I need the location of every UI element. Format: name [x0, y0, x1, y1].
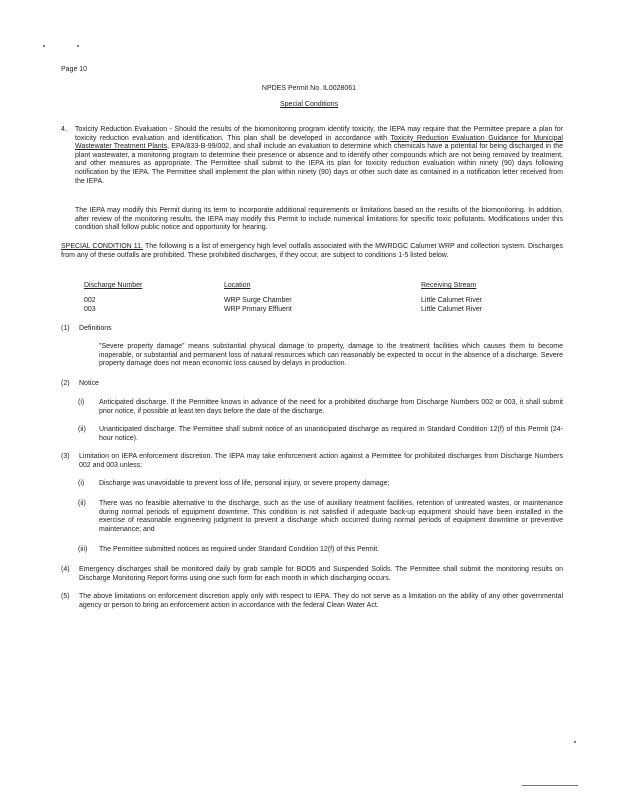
condition-3-item-number: (iii) [78, 546, 88, 553]
condition-2-number: (2) [61, 380, 70, 387]
scan-mark [522, 785, 578, 786]
condition-3-text: Limitation on IEPA enforcement discretion. The IEPA may take enforcement action against a Permittee for prohibited discharges from Discharge Numbers 002 and 003 unless: [79, 453, 563, 469]
table-cell-location: WRP Surge Chamber [224, 297, 292, 304]
col-header-location: Location [224, 282, 251, 289]
table-cell-location: WRP Primary Effluent [224, 306, 292, 313]
special-condition-11-paragraph [61, 243, 563, 260]
condition-5-number: (5) [61, 593, 70, 600]
table-cell-discharge: 002 [84, 297, 96, 304]
condition-2-item-number: (ii) [78, 426, 86, 433]
item-4-guidance-title: Toxicity Reduction Evaluation Guidance for Municipal Wastewater Treatment Plants [75, 134, 563, 151]
condition-2-heading: Notice [79, 380, 99, 387]
condition-3-item-text: The Permittee submitted notices as required under Standard Condition 12(f) of this Permit. [99, 546, 380, 553]
condition-3-number: (3) [61, 453, 70, 460]
special-condition-11-label: SPECIAL CONDITION 11. [61, 243, 144, 250]
item-4-text-b: , EPA/833-B-99/002, and shall include an evaluation to determine which chemicals have a potential for being discharged in the plant wastewater, a monitoring program to determine their presence or absence and to identify other compounds which are not being removed by treatment, and other measures as appropriate. The Permittee shall submit to the IEPA its plan for toxicity reduction evaluation within ninety (90) days following notification by the IEPA. The Permittee shall implement the plan within ninety (90) days or other such date as contained in a notification letter received from the IEPA. [75, 143, 563, 185]
table-cell-discharge: 003 [84, 306, 96, 313]
condition-2-item-number: (i) [78, 399, 85, 406]
condition-1-text: "Severe property damage" means substantial physical damage to property, damage to the treatment facilities which causes them to become inoperable, or substantial and permanent loss of natural resources which can reasonably be expected to occur in the absence of a discharge. Severe property damage does not mean economic loss caused by delays in production. [99, 343, 563, 368]
condition-1-heading: Definitions [79, 325, 112, 332]
col-header-discharge-number: Discharge Number [84, 282, 143, 289]
condition-5-text: The above limitations on enforcement discretion apply only with respect to IEPA. They do not serve as a limitation on the ability of any other governmental agency or person to bring an enforcement action in accordance with the federal Clean Water Act. [79, 593, 563, 609]
condition-4-text: Emergency discharges shall be monitored daily by grab sample for BOD5 and Suspended Solids. The Permittee shall submit the monitoring results on Discharge Monitoring Report forms using one such form for each month in which discharging occurs. [79, 566, 563, 582]
item-4-number: 4. [61, 126, 67, 133]
scan-speck [77, 45, 79, 47]
table-cell-stream: Little Calumet River [421, 306, 483, 313]
page-label: Page 10 [61, 66, 88, 73]
condition-2-item-text: Anticipated discharge. If the Permittee knows in advance of the need for a prohibited discharge from Discharge Numbers 002 or 003, it shall submit prior notice, if possible at least ten days before the date of the discharge. [99, 399, 563, 415]
condition-4-number: (4) [61, 566, 70, 573]
condition-1-number: (1) [61, 325, 70, 332]
scan-speck [574, 741, 576, 743]
condition-3-item-number: (i) [78, 480, 85, 487]
scan-speck [43, 45, 45, 47]
permit-title: NPDES Permit No. IL0028061 [261, 85, 357, 92]
condition-3-item-text: Discharge was unavoidable to prevent loss of life, personal injury, or severe property damage; [99, 480, 390, 487]
condition-3-item-text: There was no feasible alternative to the discharge, such as the use of auxiliary treatment facilities, retention of untreated wastes, or maintenance during normal periods of equipment downtime. This condition is not satisfied if adequate back-up equipment should have been installed in the exercise of reasonable engineering judgment to prevent a discharge which occurred during normal periods of equipment downtime or preventive maintenance; and [99, 500, 563, 533]
condition-2-item-text: Unanticipated discharge. The Permittee shall submit notice of an unanticipated discharge as required in Standard Condition 12(f) of this Permit (24-hour notice). [99, 426, 563, 442]
condition-3-item-number: (ii) [78, 500, 86, 507]
iepa-modify-paragraph: The IEPA may modify this Permit during its term to incorporate additional requirements or limitations based on the results of the biomonitoring. In addition, after review of the monitoring results, the IEPA may modify this Permit to include numerical limitations for specific toxic pollutants. Modifications under this condition shall follow public notice and opportunity for hearing. [75, 207, 563, 232]
special-condition-11-text: The following is a list of emergency high level outfalls associated with the MWRDGC Calumet WRP and collection system. Discharges from any of these outfalls are prohibited. These prohibited discharges, if they occur, are subject to conditions 1-5 listed below. [61, 243, 563, 259]
item-4-text-a: Toxicity Reduction Evaluation - Should the results of the biomonitoring program identify toxicity, the IEPA may require that the Permittee prepare a plan for toxicity reduction evaluation and identification. This plan shall be developed in accordance with [75, 126, 563, 142]
section-title: Special Conditions [280, 101, 338, 108]
col-header-receiving-stream: Receiving Stream [421, 282, 477, 289]
table-cell-stream: Little Calumet River [421, 297, 483, 304]
item-4-paragraph [75, 126, 563, 186]
